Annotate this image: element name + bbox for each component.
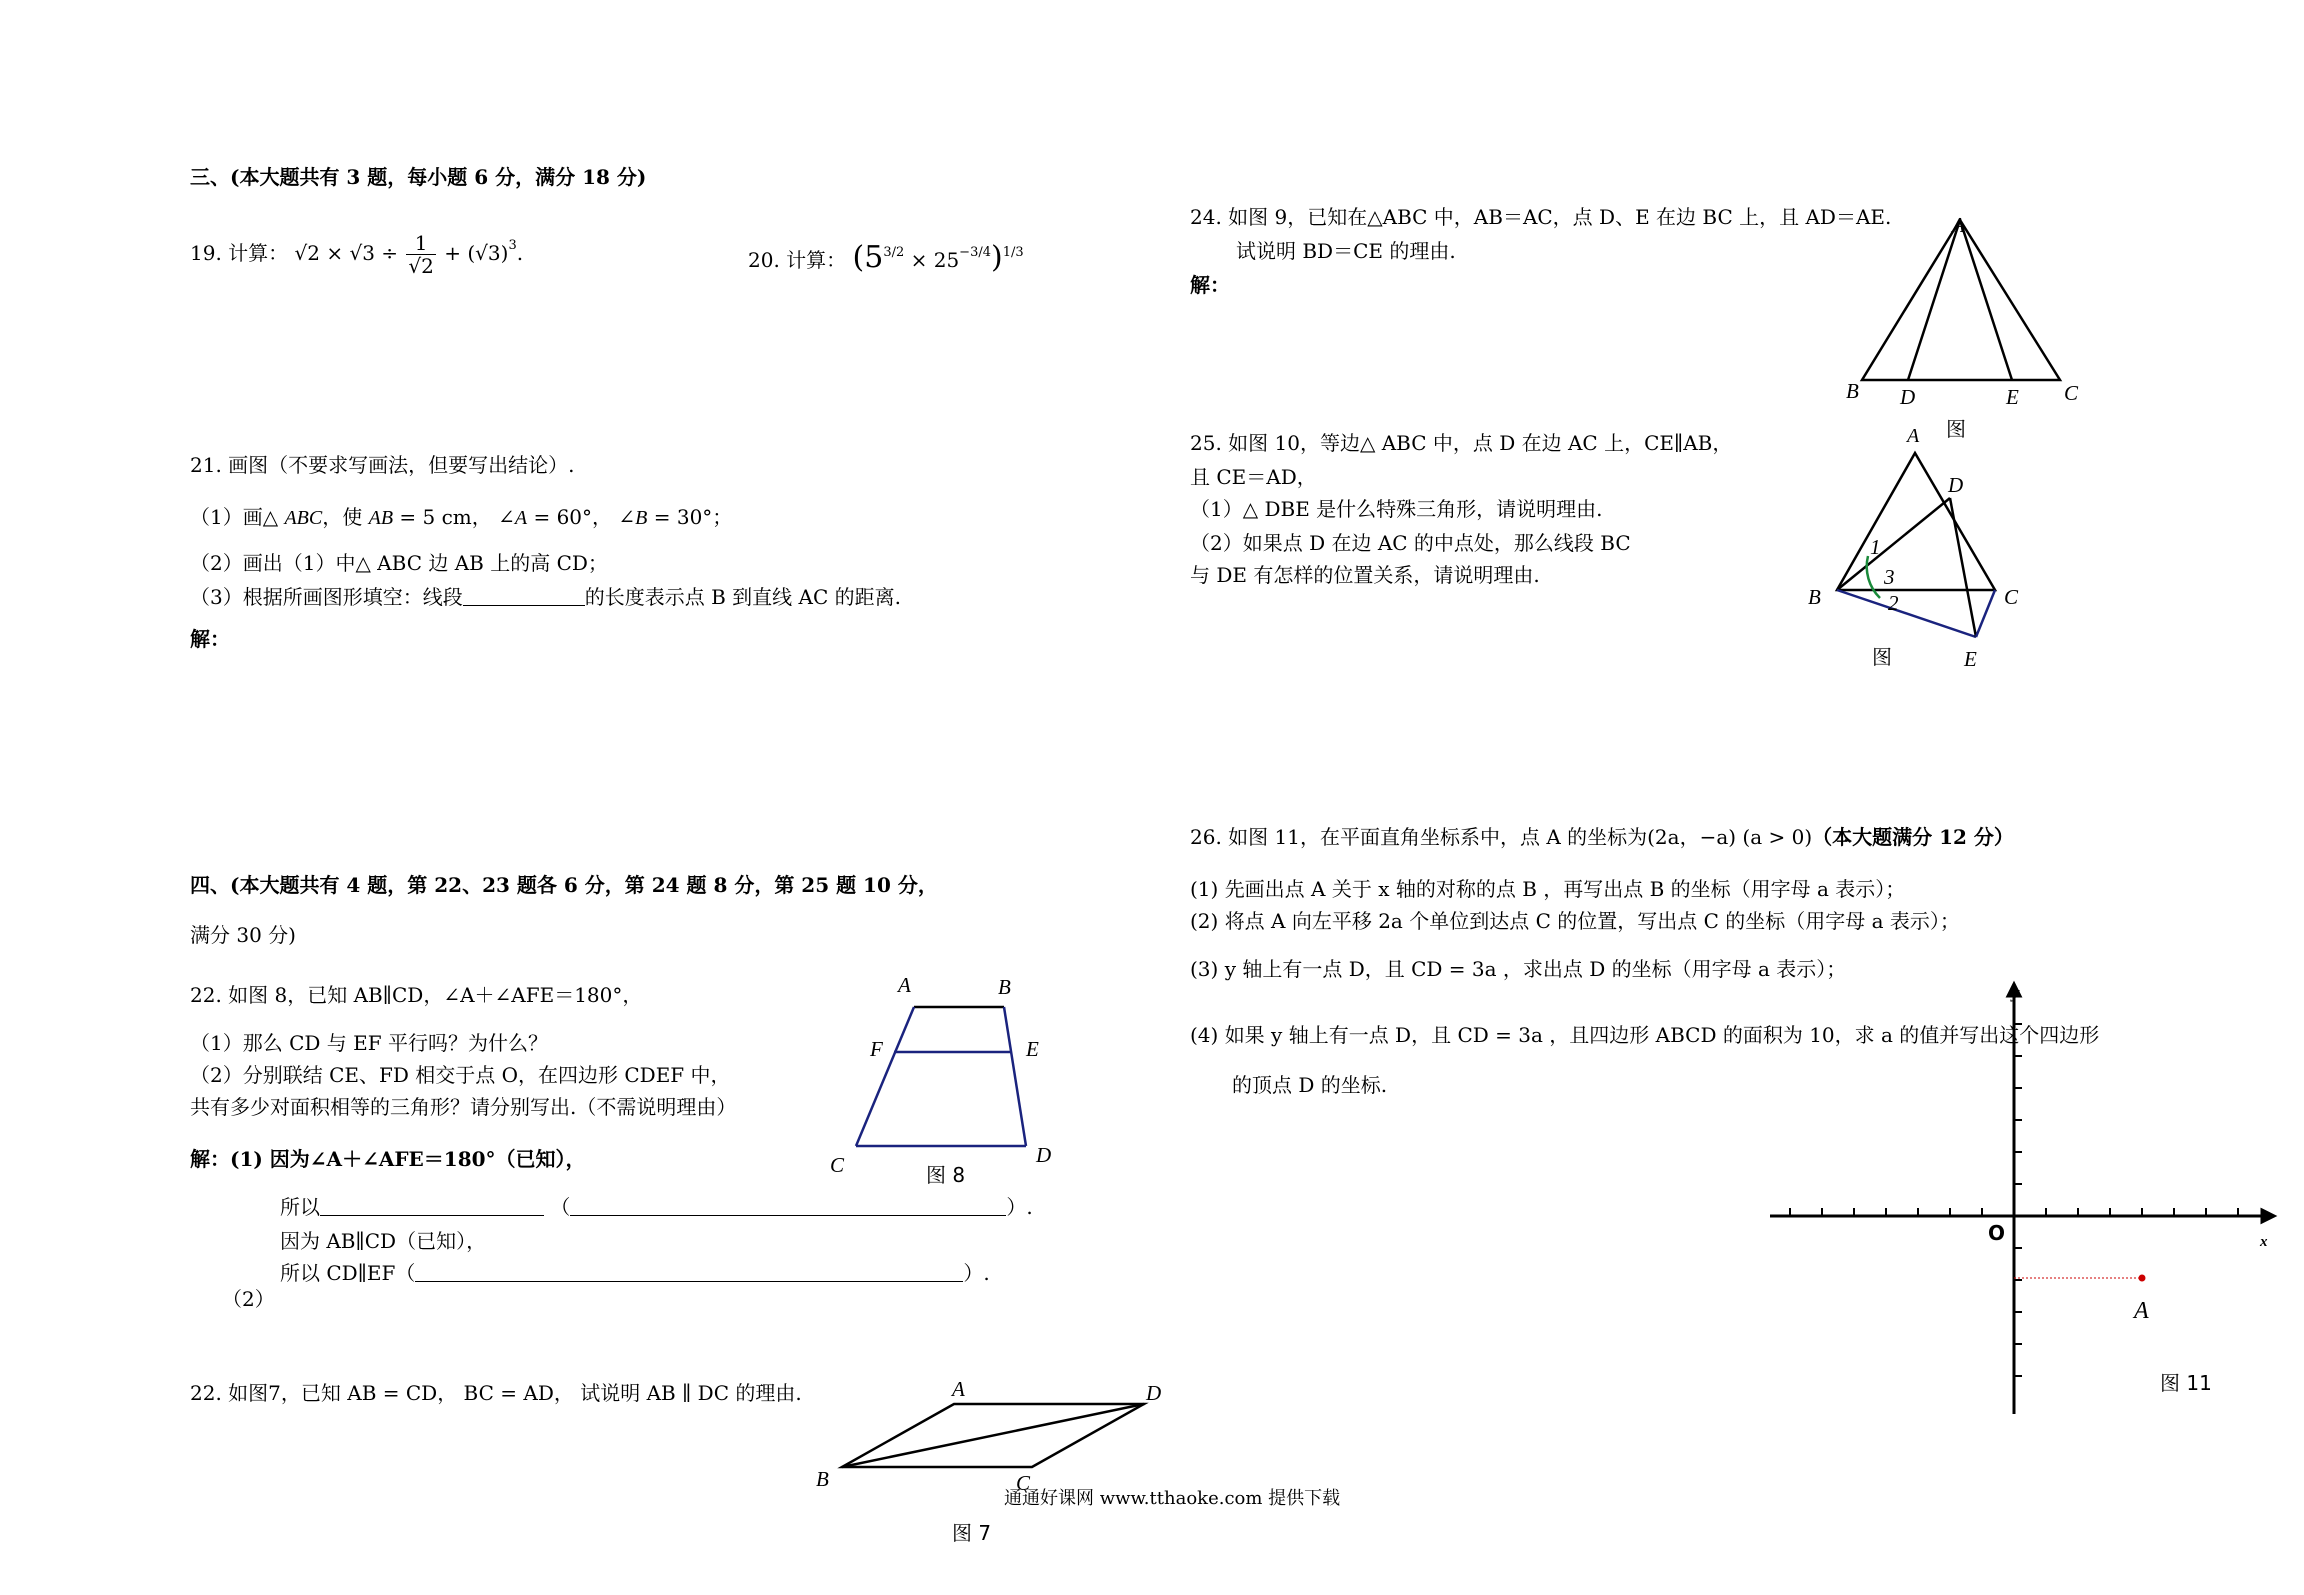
q19-frac-den: √2 — [408, 254, 434, 278]
fig9-label-d: D — [1900, 385, 1916, 409]
q21-part3-b: 的长度表示点 B 到直线 AC 的距离. — [584, 585, 901, 609]
figure-8 — [856, 1007, 1026, 1146]
q19-end: . — [516, 241, 524, 265]
figure-9 — [1862, 220, 2060, 380]
fig10-label-3: 3 — [1884, 565, 1895, 589]
q22-so1-label: 所以 — [280, 1195, 320, 1219]
point-a-label: A — [2134, 1298, 2149, 1324]
q24-line2: 试说明 BD＝CE 的理由. — [1236, 239, 1456, 263]
fig10-label-b: B — [1808, 585, 1821, 609]
q21-part2: （2）画出（1）中△ ABC 边 AB 上的高 CD； — [190, 551, 608, 575]
q20-exp3: 1/3 — [1002, 245, 1024, 260]
fig7-label-d: D — [1146, 1381, 1162, 1405]
q21-part3-a: （3）根据所画图形填空：线段 — [190, 585, 463, 609]
fig7-label-b: B — [816, 1467, 829, 1491]
q21-part1-a: （1）画△ — [190, 505, 285, 529]
fig8-caption: 图 8 — [926, 1163, 966, 1187]
q22-because: 因为 AB∥CD（已知）， — [280, 1229, 487, 1253]
q21-part1-d: = 60°， ∠ — [527, 505, 636, 529]
fig10-label-e: E — [1964, 647, 1977, 671]
q26-points: （本大题满分 12 分） — [1812, 825, 2014, 849]
origin-label: O — [1988, 1221, 2006, 1245]
q22-so2-label: 所以 CD∥EF（ — [280, 1261, 416, 1285]
point-a-marker — [2139, 1275, 2146, 1282]
fig8-label-f: F — [870, 1037, 883, 1061]
q24-solve-label: 解： — [1190, 273, 1230, 297]
fig7-label-a: A — [952, 1377, 965, 1401]
fig8-label-b: B — [998, 975, 1011, 999]
q19-expression-a: √2 × √3 ÷ — [294, 241, 405, 265]
q20-mid: × 25 — [904, 248, 960, 272]
fig10-label-c: C — [2004, 585, 2019, 609]
q26-part3: (3) y 轴上有一点 D，且 CD = 3a ，求出点 D 的坐标（用字母 a 表示）； — [1190, 957, 1847, 981]
section3-heading: 三、(本大题共有 3 题，每小题 6 分，满分 18 分) — [190, 165, 647, 189]
q20-number: 20. — [748, 248, 780, 272]
fig9-segment-ae — [1960, 220, 2012, 380]
footer-watermark: 通通好课网 www.tthaoke.com 提供下载 — [1004, 1488, 1341, 1509]
fig9-triangle-abc — [1862, 220, 2060, 380]
fig10-label-1: 1 — [1870, 535, 1881, 559]
q21-part1-c: = 5 cm， ∠ — [393, 505, 515, 529]
q21-angle-a: A — [514, 507, 528, 529]
fig8-segment-ac — [856, 1007, 914, 1146]
fig7-label-c: C — [1016, 1471, 1031, 1495]
q25-line3: （1）△ DBE 是什么特殊三角形，请说明理由. — [1190, 497, 1603, 521]
section4-heading-line2: 满分 30 分) — [190, 923, 296, 947]
q19-label: 计算： — [228, 241, 289, 265]
q21-title: 21. 画图（不要求写画法，但要写出结论）. — [190, 453, 575, 477]
q21-part1-b: ，使 — [322, 505, 369, 529]
figure-7 — [842, 1404, 1144, 1467]
q22-paren-close: ）. — [1006, 1195, 1033, 1219]
q25-line4: （2）如果点 D 在边 AC 的中点处，那么线段 BC — [1190, 531, 1631, 555]
q26-part2: (2) 将点 A 向左平移 2a 个单位到达点 C 的位置，写出点 C 的坐标（用字母 a 表示）； — [1190, 909, 1960, 933]
fig10-segment-de — [1950, 498, 1976, 637]
fig9-label-b: B — [1846, 379, 1859, 403]
q25-line1: 25. 如图 10，等边△ ABC 中，点 D 在边 AC 上，CE∥AB， — [1190, 431, 1733, 455]
fig9-segment-ad — [1908, 220, 1960, 380]
fig10-caption: 图 — [1872, 645, 1892, 669]
fig7-caption: 图 7 — [952, 1521, 992, 1545]
q22-paren-open: （ — [550, 1195, 571, 1219]
q20-label: 计算： — [786, 248, 847, 272]
fig8-label-a: A — [898, 973, 911, 997]
q19-expression-b: + (√3) — [444, 241, 509, 265]
fig9-label-c: C — [2064, 381, 2079, 405]
q20-exp1: 3/2 — [883, 245, 905, 260]
fig7-diagonal-bd — [842, 1404, 1144, 1467]
fig9-label-e: E — [2006, 385, 2019, 409]
q26-part4: (4) 如果 y 轴上有一点 D，且 CD = 3a ，且四边形 ABCD 的面积为 10，求 a 的值并写出这个四边形 — [1190, 1023, 2100, 1047]
x-axis-label: x — [2260, 1234, 2268, 1250]
fig8-label-c: C — [830, 1153, 845, 1177]
fig10-label-2: 2 — [1888, 591, 1899, 615]
q21-part1-e: = 30°； — [647, 505, 733, 529]
q19-frac-num: 1 — [406, 232, 435, 255]
q22-close2: ）. — [963, 1261, 990, 1285]
q20-exp2: −3/4 — [959, 245, 991, 260]
q19-exponent: 3 — [508, 238, 517, 253]
q22-solve-text: 解：(1) 因为∠A＋∠AFE＝180°（已知）， — [190, 1147, 586, 1171]
q22b-text: 22. 如图7，已知 AB = CD， BC = AD， 试说明 AB ∥ DC 的理由. — [190, 1381, 802, 1405]
figure-10 — [1837, 453, 1995, 637]
fig9-label-a: A — [1952, 213, 1965, 237]
q22-line3: （2）分别联结 CE、FD 相交于点 O，在四边形 CDEF 中， — [190, 1063, 731, 1087]
fig8-segment-bd — [1004, 1007, 1026, 1146]
q22-line2: （1）那么 CD 与 EF 平行吗？为什么？ — [190, 1031, 548, 1055]
q19-number: 19. — [190, 241, 222, 265]
figure-11-axes — [1770, 984, 2274, 1414]
fig10-label-d: D — [1948, 473, 1964, 497]
q24-line1: 24. 如图 9，已知在△ABC 中，AB＝AC，点 D、E 在边 BC 上，且 AD＝AE. — [1190, 205, 1892, 229]
q26-part1: (1) 先画出点 A 关于 x 轴的对称的点 B ，再写出点 B 的坐标（用字母 a 表示）； — [1190, 877, 1906, 901]
fig10-label-a: A — [1907, 425, 1920, 447]
q26-part4b: 的顶点 D 的坐标. — [1232, 1073, 1388, 1097]
fig10-segment-ce — [1976, 590, 1995, 637]
fig9-caption: 图 — [1946, 417, 1966, 441]
q25-line2: 且 CE＝AD， — [1190, 465, 1317, 489]
q26-line1-text: 26. 如图 11，在平面直角坐标系中，点 A 的坐标为(2a，−a) (a > 0) — [1190, 825, 1813, 849]
q25-line5: 与 DE 有怎样的位置关系，请说明理由. — [1190, 563, 1540, 587]
section4-heading-line1: 四、(本大题共有 4 题，第 22、23 题各 6 分，第 24 题 8 分，第 25 题 10 分， — [190, 873, 938, 897]
q20-close: ) — [991, 240, 1003, 275]
fig11-caption: 图 11 — [2160, 1371, 2212, 1395]
q22-part2: （2） — [222, 1287, 275, 1311]
fig8-label-e: E — [1026, 1037, 1039, 1061]
fig10-angle-arc — [1867, 556, 1880, 598]
y-axis-label: y — [2012, 983, 2020, 1002]
fig10-segment-be — [1837, 590, 1976, 637]
q22-line4: 共有多少对面积相等的三角形？请分别写出.（不需说明理由） — [190, 1095, 737, 1119]
q21-ab: AB — [368, 507, 394, 529]
q21-angle-b: B — [635, 507, 648, 529]
q21-solve-label: 解： — [190, 627, 230, 651]
x-axis-arrow — [2262, 1210, 2274, 1222]
fig8-label-d: D — [1036, 1143, 1052, 1167]
q22-line1: 22. 如图 8，已知 AB∥CD，∠A＋∠AFE＝180°， — [190, 983, 643, 1007]
q21-abc: ABC — [284, 507, 323, 529]
q20-open: (5 — [852, 240, 884, 275]
